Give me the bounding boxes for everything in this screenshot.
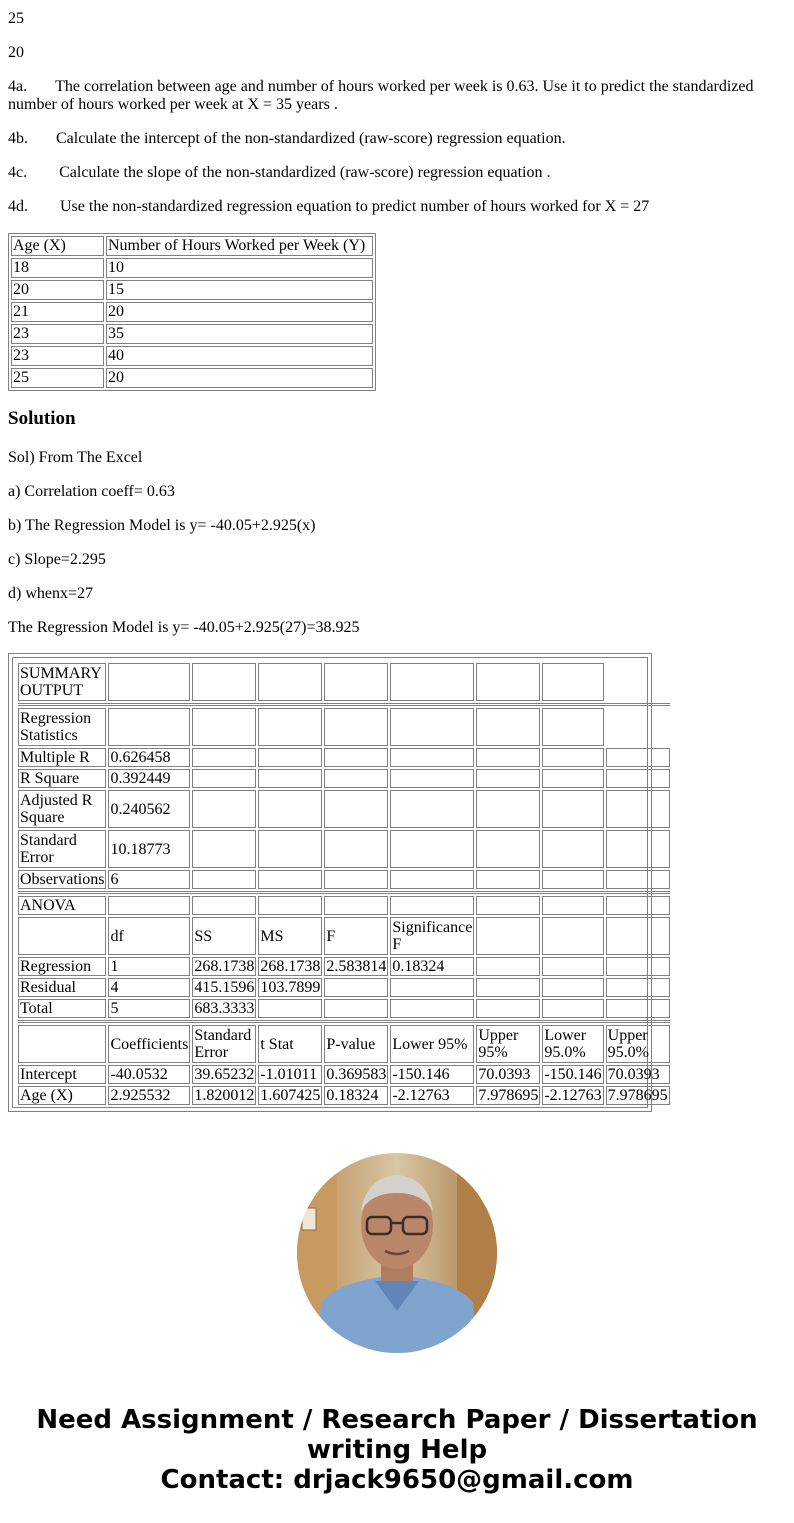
stat-row	[18, 830, 670, 868]
stat-label: Multiple R	[18, 748, 106, 767]
table-cell: 5	[108, 999, 190, 1018]
empty-cell	[606, 978, 670, 997]
anova-row	[18, 957, 670, 976]
coefficient-row	[18, 1065, 670, 1084]
question-4b: 4b. Calculate the intercept of the non-standardized (raw-score) regression equation.	[8, 130, 566, 147]
summary-output-inner-frame	[12, 657, 668, 1108]
table-cell: 7.978695	[478, 1087, 539, 1104]
table-cell: 39.65232	[194, 1066, 255, 1083]
empty-cell	[192, 790, 256, 828]
table-cell: 40	[106, 346, 373, 366]
table-cell: 70.0393	[476, 1065, 540, 1084]
table-cell: 20	[106, 368, 373, 388]
empty-cell	[476, 748, 540, 767]
empty-cell	[476, 978, 540, 997]
table-cell: 4	[108, 978, 190, 997]
text-line-25: 25	[8, 10, 24, 27]
empty-cell	[390, 769, 474, 788]
empty-cell	[324, 870, 388, 889]
solution-line: c) Slope=2.295	[8, 551, 106, 568]
empty-cell	[258, 830, 322, 868]
empty-cell	[542, 896, 603, 915]
empty-cell	[606, 896, 670, 915]
table-cell: Intercept	[18, 1065, 106, 1084]
table-row	[11, 346, 373, 366]
solution-line: The Regression Model is y= -40.05+2.925(27)=38.925	[8, 619, 360, 636]
table-cell: Age (X)	[18, 1086, 106, 1105]
solution-line: d) whenx=27	[8, 585, 94, 602]
table-cell: Regression	[18, 957, 106, 976]
empty-cell	[542, 870, 603, 889]
coefficients-header-row	[18, 1025, 670, 1063]
empty-cell	[258, 748, 322, 767]
table-row	[11, 258, 373, 278]
empty-cell	[390, 663, 474, 701]
empty-cell	[192, 769, 256, 788]
separator-cell	[18, 703, 670, 706]
header-cell: MS	[258, 917, 322, 955]
empty-cell	[390, 870, 474, 889]
table-row	[11, 280, 373, 300]
empty-cell	[390, 708, 474, 746]
empty-cell	[542, 978, 603, 997]
header-cell: Age (X)	[11, 236, 104, 256]
table-cell: 20	[11, 280, 104, 300]
separator-cell	[18, 891, 670, 894]
empty-cell	[476, 663, 540, 701]
empty-cell	[192, 663, 256, 701]
question-4a: 4a. The correlation between age and number of hours worked per week is 0.63. Use it to predict the standardized number of hours worked per week at X = 35 years .	[8, 78, 754, 113]
empty-cell	[476, 917, 540, 955]
empty-cell	[542, 999, 603, 1018]
empty-cell	[258, 896, 322, 915]
table-cell	[390, 999, 474, 1018]
header-cell: Upper 95.0%	[606, 1025, 670, 1063]
empty-cell	[476, 790, 540, 828]
separator-row	[18, 1020, 670, 1023]
header-cell: F	[324, 917, 388, 955]
empty-cell	[542, 917, 603, 955]
table-cell: -40.0532	[108, 1065, 190, 1084]
stat-value: 0.392449	[108, 769, 190, 788]
empty-cell	[108, 896, 190, 915]
empty-cell	[108, 708, 190, 746]
empty-cell	[476, 999, 540, 1018]
empty-cell	[324, 830, 388, 868]
table-cell: -150.146	[544, 1066, 602, 1083]
table-cell: 2.925532	[108, 1086, 190, 1105]
solution-line: a) Correlation coeff= 0.63	[8, 483, 175, 500]
header-cell	[18, 1025, 106, 1063]
table-cell: -2.12763	[544, 1087, 602, 1104]
solution-line: Sol) From The Excel	[8, 449, 143, 466]
table-cell: 18	[11, 258, 104, 278]
empty-cell	[324, 663, 388, 701]
summary-output-frame	[8, 653, 668, 1112]
solution-line: b) The Regression Model is y= -40.05+2.925(x)	[8, 517, 316, 534]
regression-statistics-label: Regression Statistics	[18, 708, 106, 746]
table-cell	[324, 978, 388, 997]
separator-row	[18, 703, 670, 706]
stat-value: 0.240562	[108, 790, 190, 828]
empty-cell	[542, 708, 603, 746]
table-cell: 683.3333	[194, 1000, 255, 1017]
table-cell: 0.369583	[326, 1066, 387, 1083]
stat-row	[18, 790, 670, 828]
anova-row	[18, 999, 670, 1018]
empty-cell	[324, 769, 388, 788]
header-cell: Standard Error	[192, 1025, 256, 1063]
empty-cell	[606, 790, 670, 828]
header-cell: Significance F	[392, 919, 473, 953]
empty-cell	[324, 896, 388, 915]
summary-output-table	[16, 661, 672, 1107]
empty-cell	[606, 769, 670, 788]
table-cell: 21	[11, 302, 104, 322]
table-cell: 23	[11, 346, 104, 366]
empty-cell	[476, 708, 540, 746]
stat-label: R Square	[18, 769, 106, 788]
empty-cell	[324, 790, 388, 828]
table-cell: Total	[18, 999, 106, 1018]
table-cell	[258, 999, 322, 1018]
header-cell: df	[108, 917, 190, 955]
separator-row	[18, 891, 670, 894]
table-cell: 1	[108, 957, 190, 976]
table-cell: 25	[11, 368, 104, 388]
empty-cell	[324, 748, 388, 767]
stat-value: 6	[108, 870, 190, 889]
empty-cell	[542, 748, 603, 767]
empty-cell	[192, 896, 256, 915]
empty-cell	[258, 708, 322, 746]
table-cell	[390, 978, 474, 997]
empty-cell	[390, 896, 474, 915]
double-rule	[18, 891, 670, 894]
empty-cell	[390, 830, 474, 868]
table-cell: 0.18324	[324, 1086, 388, 1105]
empty-cell	[606, 957, 670, 976]
empty-cell	[258, 790, 322, 828]
header-cell: Coefficients	[108, 1025, 190, 1063]
empty-cell	[192, 748, 256, 767]
header-cell: Upper 95%	[476, 1025, 540, 1063]
header-cell: Number of Hours Worked per Week (Y)	[106, 236, 373, 256]
promo-line-1: Need Assignment / Research Paper / Dissertation	[36, 1405, 758, 1435]
empty-cell	[258, 870, 322, 889]
empty-cell	[606, 663, 670, 701]
table-row	[11, 368, 373, 388]
empty-cell	[606, 999, 670, 1018]
solution-heading: Solution	[8, 408, 76, 429]
stat-value: 0.626458	[108, 748, 190, 767]
header-cell	[18, 917, 106, 955]
table-cell: 70.0393	[606, 1065, 670, 1084]
anova-row	[18, 978, 670, 997]
empty-cell	[476, 896, 540, 915]
stat-label: Observations	[20, 871, 105, 888]
empty-cell	[258, 663, 322, 701]
anova-label: ANOVA	[18, 896, 106, 915]
stat-row	[18, 748, 670, 767]
table-cell: -1.01011	[258, 1065, 322, 1084]
empty-cell	[606, 917, 670, 955]
empty-cell	[542, 790, 603, 828]
double-rule	[18, 1020, 670, 1023]
age-hours-table	[8, 233, 376, 391]
table-row	[11, 302, 373, 322]
tutor-photo	[297, 1153, 497, 1353]
empty-cell	[542, 769, 603, 788]
stat-row	[18, 769, 670, 788]
table-cell: 268.1738	[194, 958, 255, 975]
table-cell: 7.978695	[607, 1087, 668, 1104]
empty-cell	[258, 769, 322, 788]
table-cell: 10	[106, 258, 373, 278]
empty-cell	[390, 790, 474, 828]
coefficient-row	[18, 1086, 670, 1105]
stat-label: Standard Error	[18, 830, 106, 868]
header-cell: Lower 95.0%	[542, 1025, 603, 1063]
table-cell: 35	[106, 324, 373, 344]
table-cell: 1.607425	[260, 1087, 321, 1104]
header-cell: SS	[192, 917, 256, 955]
table-cell: -2.12763	[390, 1086, 474, 1105]
summary-title: SUMMARY OUTPUT	[18, 663, 106, 701]
table-cell: 103.7899	[260, 979, 321, 996]
table-cell: 268.1738	[260, 958, 321, 975]
question-4d: 4d. Use the non-standardized regression equation to predict number of hours worked for X = 27	[8, 198, 650, 215]
promo-contact: Contact: drjack9650@gmail.com	[160, 1465, 634, 1495]
table-cell: 0.18324	[390, 957, 474, 976]
table-cell: 1.820012	[194, 1087, 255, 1104]
empty-cell	[192, 708, 256, 746]
empty-cell	[324, 708, 388, 746]
table-cell: 20	[106, 302, 373, 322]
table-cell: -150.146	[390, 1065, 474, 1084]
empty-cell	[476, 957, 540, 976]
text-line-20: 20	[8, 44, 24, 61]
empty-cell	[476, 870, 540, 889]
portrait-illustration	[297, 1153, 497, 1353]
table-row	[18, 663, 670, 701]
stat-value: 10.18773	[108, 830, 190, 868]
table-cell	[324, 999, 388, 1018]
stat-row	[18, 870, 670, 889]
table-row	[18, 896, 670, 915]
stat-label: Adjusted R Square	[18, 790, 106, 828]
question-4c: 4c. Calculate the slope of the non-standardized (raw-score) regression equation .	[8, 164, 551, 181]
table-row	[11, 324, 373, 344]
empty-cell	[542, 957, 603, 976]
promo-line-2: writing Help	[306, 1435, 488, 1465]
empty-cell	[192, 870, 256, 889]
table-cell: 15	[106, 280, 373, 300]
empty-cell	[390, 748, 474, 767]
header-cell: t Stat	[258, 1025, 322, 1063]
table-row	[18, 708, 670, 746]
separator-cell	[18, 1020, 670, 1023]
table-header-row	[11, 236, 373, 256]
empty-cell	[542, 663, 603, 701]
empty-cell	[606, 708, 670, 746]
table-cell: Residual	[18, 978, 106, 997]
empty-cell	[108, 663, 190, 701]
empty-cell	[606, 830, 670, 868]
table-cell: 23	[11, 324, 104, 344]
empty-cell	[476, 769, 540, 788]
anova-header-row	[18, 917, 670, 955]
double-rule	[18, 703, 670, 706]
empty-cell	[542, 830, 603, 868]
table-cell: 2.583814	[326, 958, 387, 975]
header-cell: Lower 95%	[390, 1025, 474, 1063]
header-cell: P-value	[324, 1025, 388, 1063]
table-cell: 415.1596	[194, 979, 255, 996]
empty-cell	[606, 870, 670, 889]
empty-cell	[476, 830, 540, 868]
empty-cell	[606, 748, 670, 767]
empty-cell	[192, 830, 256, 868]
